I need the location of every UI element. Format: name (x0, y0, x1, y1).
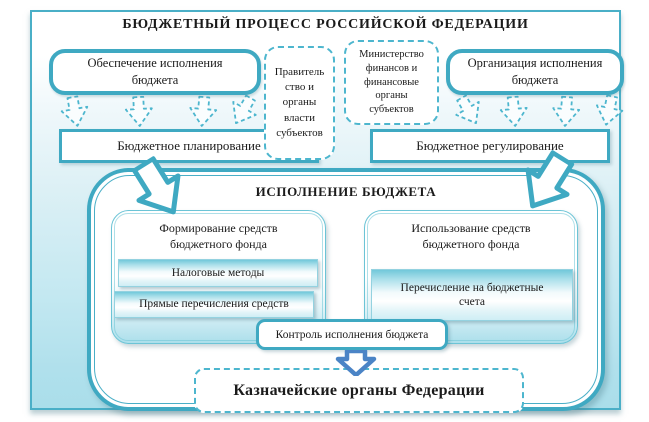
budget-regulation-bar: Бюджетное регулирование (370, 129, 610, 163)
control-box: Контроль исполнения бюджета (256, 319, 448, 350)
down-arrow-icon (334, 350, 378, 376)
organize-execution-box: Организация исполнения бюджета (446, 49, 624, 95)
execution-title: ИСПОЛНЕНИЕ БЮДЖЕТА (255, 184, 437, 199)
treasury-box: Казначейские органы Федерации (194, 368, 524, 413)
finance-ministry-box: Министерство финансов и финансовые органы субъектов (344, 40, 439, 125)
budget-accounts-item: Перечисление на бюджетные счета (371, 269, 573, 321)
flow-arrow-icon (498, 95, 531, 129)
direct-transfers-item: Прямые перечисления средств (114, 291, 314, 318)
formation-title: Формирование средств бюджетного фонда (159, 221, 278, 251)
flow-arrow-icon (187, 95, 220, 129)
budget-planning-bar: Бюджетное планирование (59, 129, 319, 163)
flow-arrow-icon (448, 90, 490, 133)
flow-arrow-icon (57, 94, 92, 131)
usage-title: Использование средств бюджетного фонда (411, 221, 531, 251)
diagram-frame (30, 10, 621, 410)
tax-methods-item: Налоговые методы (118, 259, 318, 287)
flow-arrow-icon (123, 95, 155, 129)
flow-arrow-icon (591, 92, 627, 130)
diagram-title: БЮДЖЕТНЫЙ ПРОЦЕСС РОССИЙСКОЙ ФЕДЕРАЦИИ (122, 17, 529, 32)
ensure-execution-box: Обеспечение исполнения бюджета (49, 49, 261, 95)
government-box: Правитель ство и органы власти субъектов (264, 46, 335, 160)
flow-arrow-icon (550, 95, 582, 129)
flow-arrow-icon (222, 90, 264, 133)
